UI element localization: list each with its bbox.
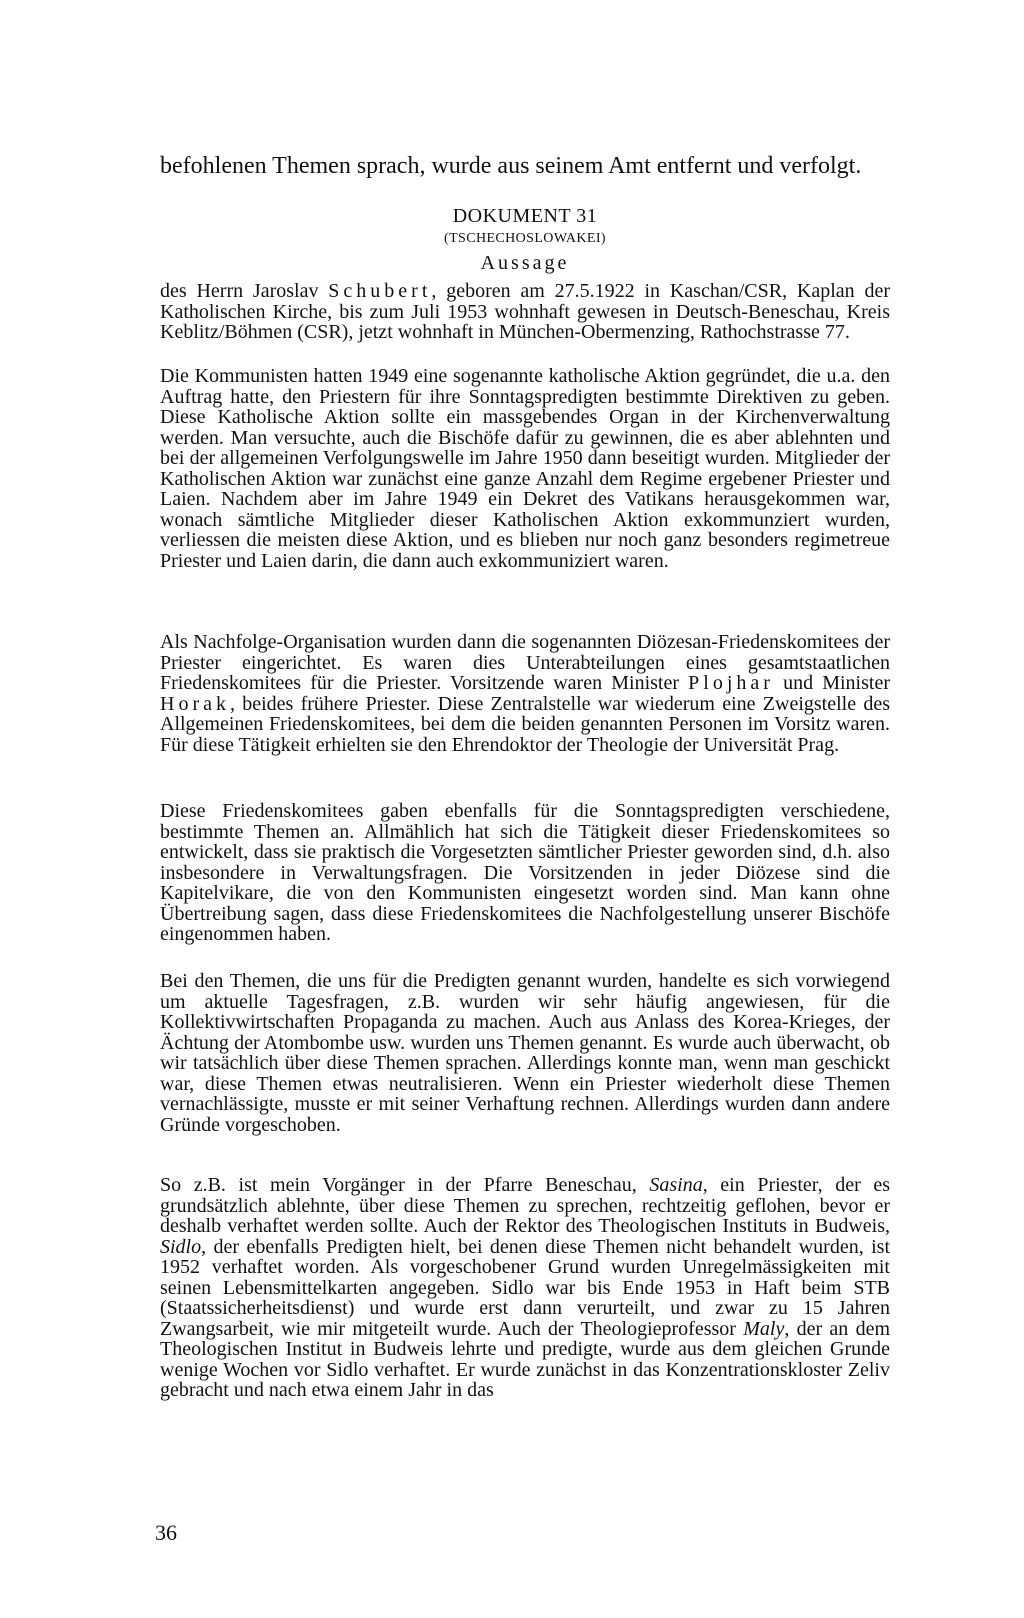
name-sidlo: Sidlo <box>160 1235 202 1258</box>
paragraph-2-part-2: und Minister <box>773 672 890 694</box>
paragraph-4 <box>160 971 890 1135</box>
paragraph-1-text: Die Kommunisten hatten 1949 eine sogenannte katholische Aktion gegründet, die u.a. den Auftrag hatte, den Priestern für ihre Sonntagspredigten bestimmte Direktiven zu geben. Diese Katholische Aktion sollte ein massgebendes Organ in der Kirchenverwaltung werden. Man versuchte, auch die Bischöfe dafür zu gewinnen, die es aber ablehnten und bei der allgemeinen Verfolgungswelle im Jahre 1950 dann beseitigt wurden. Mitglieder der Katholischen Aktion war zunächst eine ganze Anzahl dem Regime ergebener Priester und Laien. Nachdem aber im Jahre 1949 ein Dekret des Vatikans herausgekommen war, wonach sämtliche Mitglieder dieser Katholischen Aktion exkommunziert wurden, verliessen die meisten diese Aktion, und es blieben nur noch ganz besonders regimetreue Priester und Laien darin, die dann auch exkommuniziert waren. <box>160 365 890 572</box>
opening-paragraph: befohlenen Themen sprach, wurde aus seinem Amt entfernt und verfolgt. <box>160 153 862 179</box>
intro-prefix: des Herrn Jaroslav <box>160 280 329 302</box>
paragraph-3 <box>160 801 890 945</box>
witness-name: Schubert <box>328 280 432 302</box>
paragraph-5-part-1: So z.B. ist mein Vorgänger in der Pfarre Beneschau, <box>160 1174 650 1196</box>
name-horak: Horak <box>160 692 230 715</box>
name-maly: Maly <box>743 1317 785 1340</box>
paragraph-3-text: Diese Friedenskomitees gaben ebenfalls für die Sonntagspredigten verschiedene, bestimmte Themen an. Allmählich hat sich die Tätigkeit dieser Friedenskomitees so entwickelt, dass sie praktisch die Vorgesetzten sämtlicher Priester geworden sind, d.h. also insbesondere in Verwaltungsfragen. Die Vorsitzenden in jeder Diözese sind die Kapitelvikare, die von den Kommunisten eingesetzt worden sind. Man kann ohne Übertreibung sagen, dass diese Friedenskomitees die Nachfolgestellung unserer Bischöfe eingenommen haben. <box>160 800 890 945</box>
paragraph-5 <box>160 1175 890 1401</box>
paragraph-5-text <box>160 1175 890 1401</box>
paragraph-2-part-1: Als Nachfolge-Organisation wurden dann die sogenannten Diözesan-Friedenskomitees der Priester eingerichtet. Es waren dies Unterabteilungen eines gesamtstaatlichen Friedenskomitees für die Priester. Vorsitzende waren Minister <box>160 631 890 694</box>
document-number: DOKUMENT 31 <box>452 205 598 227</box>
intro-paragraph <box>160 281 890 343</box>
document-country: (TSCHECHOSLOWAKEI) <box>444 231 606 246</box>
paragraph-4-text: Bei den Themen, die uns für die Predigten genannt wurden, handelte es sich vorwiegend um aktuelle Tagesfragen, z.B. wurden wir sehr häufig angewiesen, für die Kollektivwirtschaften Propaganda zu machen. Auch aus Anlass des Korea-Krieges, der Ächtung der Atombombe usw. wurden uns Themen genannt. Es wurde auch überwacht, ob wir tatsächlich über diese Themen sprachen. Allerdings konnte man, wenn man geschickt war, diese Themen etwas neutralisieren. Wenn ein Priester wiederholt diese Themen vernachlässigte, musste er mit seiner Verhaftung rechnen. Allerdings wurden dann andere Gründe vorgeschoben. <box>160 970 890 1136</box>
paragraph-2 <box>160 632 890 755</box>
intro-suffix: , geboren am 27.5.1922 in Kaschan/CSR, Kaplan der Katholischen Kirche, bis zum Juli 1953 wohnhaft gewesen in Deutsch-Beneschau, Kreis Keblitz/Böhmen (CSR), jetzt wohnhaft in München-Obermenzing, Rathochstrasse 77. <box>160 280 890 343</box>
paragraph-1 <box>160 366 890 571</box>
name-sasina: Sasina <box>649 1174 703 1196</box>
paragraph-2-text <box>160 632 890 755</box>
page-number: 36 <box>155 1520 177 1545</box>
paragraph-2-part-3: , beides frühere Priester. Diese Zentralstelle war wiederum eine Zweigstelle des Allgemeinen Friedenskomitees, bei dem die beiden genannten Personen im Vorsitz waren. Für diese Tätigkeit erhielten sie den Ehrendoktor der Theologie der Universität Prag. <box>160 692 890 756</box>
paragraph-5-part-2: , ein Priester, der es grundsätzlich ablehnte, über diese Themen zu sprechen, rechtzeitig geflohen, bevor er deshalb verhaftet werden sollte. Auch der Rektor des Theologischen Instituts in Budweis, <box>160 1174 890 1237</box>
paragraph-5-part-4: , der an dem Theologischen Institut in Budweis lehrte und predigte, wurde aus dem gleichen Grunde wenige Wochen vor Sidlo verhaftet. Er wurde zunächst in das Konzentrationskloster Zeliv gebracht und nach etwa einem Jahr in das <box>160 1317 890 1401</box>
name-plojhar: Plojhar <box>688 672 774 694</box>
document-heading: Aussage <box>480 252 570 274</box>
paragraph-5-part-3: , der ebenfalls Predigten hielt, bei denen diese Themen nicht behandelt wurden, ist 1952 verhaftet worden. Als vorgeschobener Grund wurden Unregelmässigkeiten mit seinen Lebensmittelkarten angegeben. Sidlo war bis Ende 1953 in Haft beim STB (Staatssicherheitsdienst) und wurde erst dann verurteilt, und zwar zu 15 Jahren Zwangsarbeit, wie mir mitgeteilt wurde. Auch der Theologieprofessor <box>160 1235 890 1340</box>
intro-text <box>160 281 890 343</box>
